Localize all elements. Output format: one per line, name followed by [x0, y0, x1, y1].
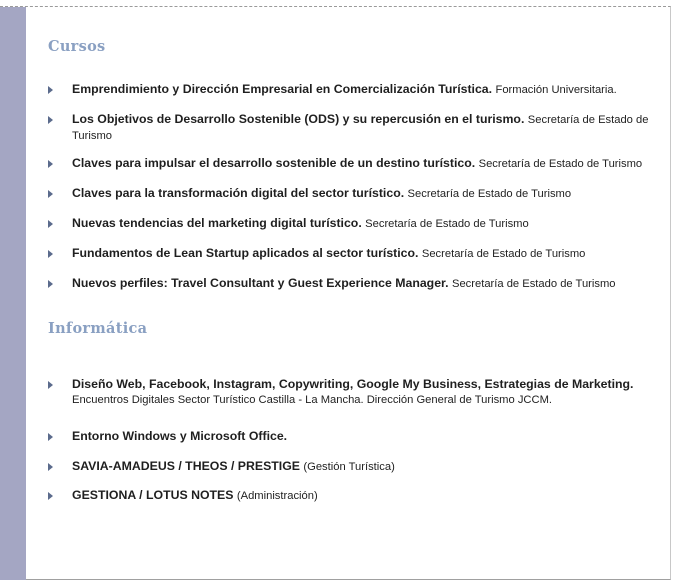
bullet-arrow-icon	[48, 280, 53, 288]
bullet-arrow-icon	[48, 116, 53, 124]
bullet-arrow-icon	[48, 492, 53, 500]
side-accent-bar	[0, 7, 26, 580]
course-title: Nuevas tendencias del marketing digital turístico.	[72, 216, 362, 230]
course-provider: Secretaría de Estado de Turismo	[451, 278, 616, 290]
course-title: Emprendimiento y Dirección Empresarial en Comercialización Turística.	[72, 82, 493, 96]
skill-detail: Encuentros Digitales Sector Turístico Castilla - La Mancha. Dirección General de Turismo JCCM.	[72, 394, 553, 406]
skill-detail: (Gestión Turística)	[303, 461, 395, 473]
skill-title: SAVIA-AMADEUS / THEOS / PRESTIGE	[72, 459, 300, 473]
bullet-arrow-icon	[48, 433, 53, 441]
course-provider: Secretaría de Estado de Turismo	[478, 158, 643, 170]
course-title: Claves para impulsar el desarrollo sostenible de un destino turístico.	[72, 156, 476, 170]
skill-title: Entorno Windows y Microsoft Office.	[72, 429, 288, 443]
section-title-informatica: Informática	[48, 320, 148, 337]
course-provider: Secretaría de Estado de Turismo	[407, 188, 572, 200]
course-provider: Secretaría de Estado de Turismo	[72, 114, 649, 142]
section-title-cursos: Cursos	[48, 38, 106, 55]
course-title: Los Objetivos de Desarrollo Sostenible (ODS) y su repercusión en el turismo.	[72, 112, 525, 126]
skill-title: GESTIONA / LOTUS NOTES	[72, 488, 234, 502]
course-title: Nuevos perfiles: Travel Consultant y Guest Experience Manager.	[72, 276, 449, 290]
course-title: Fundamentos de Lean Startup aplicados al sector turístico.	[72, 246, 419, 260]
bullet-arrow-icon	[48, 463, 53, 471]
bullet-arrow-icon	[48, 381, 53, 389]
bullet-arrow-icon	[48, 160, 53, 168]
skill-detail: (Administración)	[236, 490, 318, 502]
course-provider: Formación Universitaria.	[495, 84, 617, 96]
bullet-arrow-icon	[48, 190, 53, 198]
course-title: Claves para la transformación digital del sector turístico.	[72, 186, 405, 200]
course-provider: Secretaría de Estado de Turismo	[365, 218, 529, 230]
bullet-arrow-icon	[48, 250, 53, 258]
bullet-arrow-icon	[48, 220, 53, 228]
course-provider: Secretaría de Estado de Turismo	[421, 248, 586, 260]
bullet-arrow-icon	[48, 86, 53, 94]
skill-title: Diseño Web, Facebook, Instagram, Copywriting, Google My Business, Estrategias de Marketing.	[72, 377, 634, 391]
